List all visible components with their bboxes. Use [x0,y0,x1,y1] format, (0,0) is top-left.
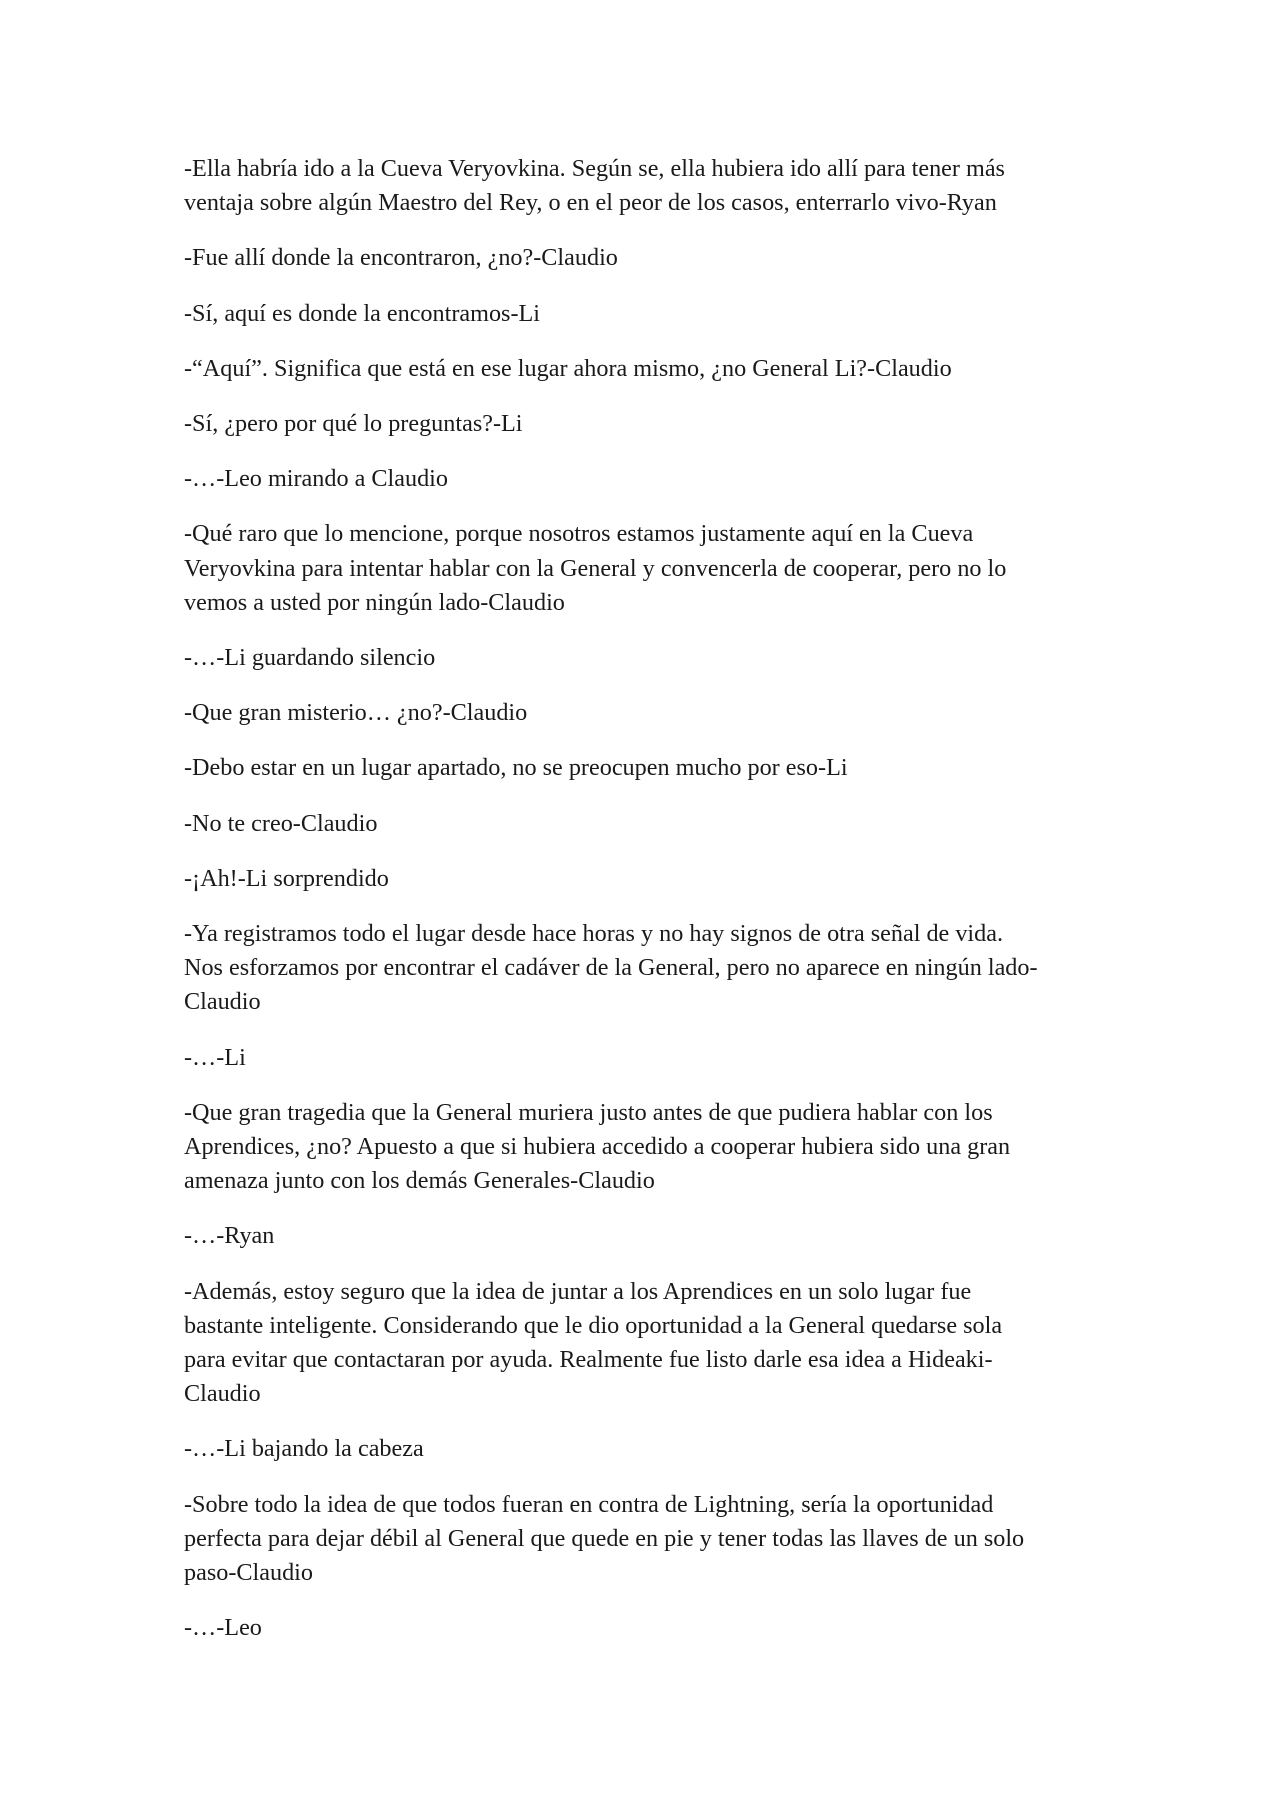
dialogue-paragraph [184,297,1104,331]
dialogue-paragraph [184,641,1104,675]
paragraph-line: bastante inteligente. Considerando que le dio oportunidad a la General quedarse sola [184,1311,1003,1339]
dialogue-paragraph [184,1488,1104,1591]
paragraph-line: -…-Leo mirando a Claudio [184,465,448,493]
dialogue-paragraph [184,407,1104,441]
dialogue-paragraph [184,1041,1104,1075]
dialogue-paragraph [184,1432,1104,1466]
paragraph-line: -Sí, aquí es donde la encontramos-Li [184,299,540,327]
dialogue-paragraph [184,517,1104,620]
paragraph-line: Nos esforzamos por encontrar el cadáver de la General, pero no aparece en ningún lado- [184,954,1038,982]
paragraph-line: perfecta para dejar débil al General que quede en pie y tener todas las llaves de un solo [184,1524,1025,1552]
paragraph-line: -No te creo-Claudio [184,809,378,837]
document-body [184,152,1104,1667]
paragraph-line: -…-Ryan [184,1222,275,1250]
paragraph-line: Claudio [184,988,261,1016]
dialogue-paragraph [184,1096,1104,1199]
paragraph-line: para evitar que contactaran por ayuda. Realmente fue listo darle esa idea a Hideaki- [184,1346,993,1374]
paragraph-line: -Además, estoy seguro que la idea de juntar a los Aprendices en un solo lugar fue [184,1277,972,1305]
paragraph-line: -Que gran misterio… ¿no?-Claudio [184,699,528,727]
paragraph-line: ventaja sobre algún Maestro del Rey, o en el peor de los casos, enterrarlo vivo-Ryan [184,189,997,217]
dialogue-paragraph [184,241,1104,275]
paragraph-line: -Sobre todo la idea de que todos fueran en contra de Lightning, sería la oportunidad [184,1490,994,1518]
paragraph-line: paso-Claudio [184,1559,313,1587]
paragraph-line: -Debo estar en un lugar apartado, no se preocupen mucho por eso-Li [184,754,848,782]
dialogue-paragraph [184,1219,1104,1253]
dialogue-paragraph [184,917,1104,1020]
paragraph-line: -“Aquí”. Significa que está en ese lugar ahora mismo, ¿no General Li?-Claudio [184,354,952,382]
dialogue-paragraph [184,1611,1104,1645]
dialogue-paragraph [184,1275,1104,1412]
paragraph-line: -¡Ah!-Li sorprendido [184,864,389,892]
paragraph-line: -Ella habría ido a la Cueva Veryovkina. Según se, ella hubiera ido allí para tener más [184,155,1005,182]
paragraph-line: Aprendices, ¿no? Apuesto a que si hubiera accedido a cooperar hubiera sido una gran [184,1133,1011,1161]
dialogue-paragraph [184,807,1104,841]
paragraph-line: -…-Li guardando silencio [184,644,436,672]
paragraph-line: -Qué raro que lo mencione, porque nosotros estamos justamente aquí en la Cueva [184,520,974,548]
paragraph-line: amenaza junto con los demás Generales-Claudio [184,1167,655,1195]
paragraph-line: -…-Leo [184,1614,262,1642]
paragraph-line: -…-Li [184,1043,246,1071]
dialogue-paragraph [184,352,1104,386]
dialogue-paragraph [184,462,1104,496]
paragraph-line: -Que gran tragedia que la General muriera justo antes de que pudiera hablar con los [184,1098,993,1126]
paragraph-line: -…-Li bajando la cabeza [184,1435,424,1463]
paragraph-line: -Sí, ¿pero por qué lo preguntas?-Li [184,410,523,438]
dialogue-paragraph [184,696,1104,730]
dialogue-paragraph [184,751,1104,785]
paragraph-line: -Fue allí donde la encontraron, ¿no?-Claudio [184,244,618,272]
paragraph-line: Claudio [184,1380,261,1408]
dialogue-paragraph [184,862,1104,896]
paragraph-line: Veryovkina para intentar hablar con la General y convencerla de cooperar, pero no lo [184,554,1007,582]
paragraph-line: -Ya registramos todo el lugar desde hace horas y no hay signos de otra señal de vida. [184,920,1004,948]
dialogue-paragraph [184,152,1104,220]
paragraph-line: vemos a usted por ningún lado-Claudio [184,588,565,616]
